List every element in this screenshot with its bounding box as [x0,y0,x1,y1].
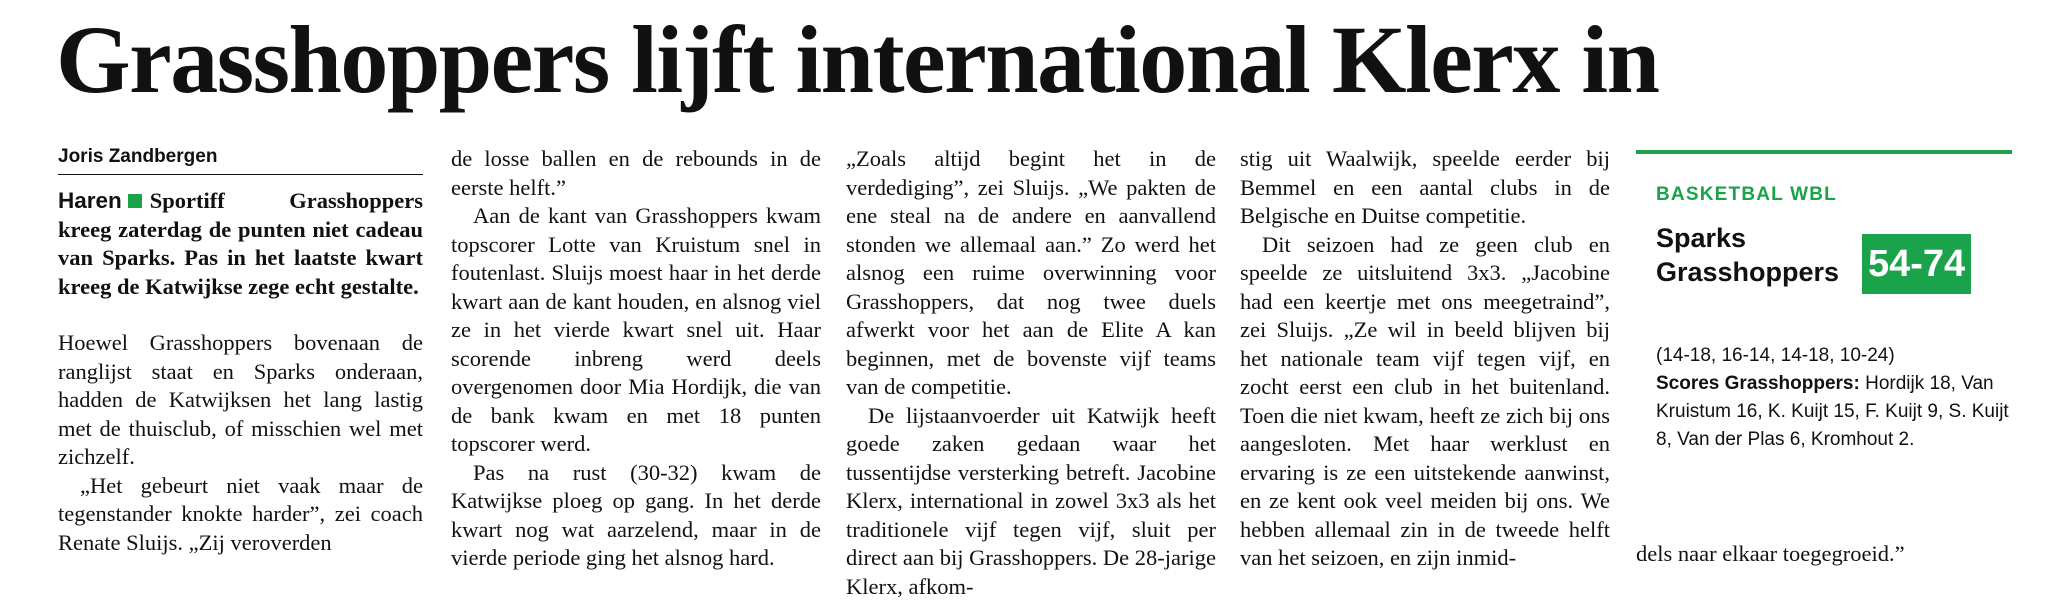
article-column-3 [846,145,1216,601]
paragraph: Pas na rust (30-32) kwam de Katwijkse ploeg op gang. In het derde kwart nog wat aarzelend, maar in de vierde periode ging het alsnog hard. [451,459,821,573]
quarter-scores: (14-18, 16-14, 14-18, 10-24) [1656,342,2012,370]
match-result [1636,214,2012,314]
lead-text: Sportiff Grasshoppers kreeg zaterdag de punten niet cadeau van Sparks. Pas in het laatste kwart kreeg de Katwijkse zege echt gestalte. [58,188,423,299]
paragraph: Dit seizoen had ze geen club en speelde ze uitsluitend 3x3. „Jacobine had een keertje met ons meegetraind”, zei Sluijs. „Ze wil in beeld blijven bij het nationale team vijf tegen vijf, en zocht eerst een club in het buitenland. Toen die niet kwam, heeft ze zich bij ons aangesloten. Met haar werklust en ervaring is ze een uitstekende aanwinst, en ze kent ook veel meiden bij ons. We hebben allemaal zin in de tweede helft van het seizoen, en zijn inmid- [1240,231,1610,573]
paragraph: „Zoals altijd begint het in de verdediging”, zei Sluijs. „We pakten de ene steal na de andere en aanvallend stonden we allemaal aan.” Zo werd het alsnog een ruime overwinning voor Grasshoppers, dat nog twee duels afwerkt voor het aan de Elite A kan beginnen, met de bovenste vijf teams van de competitie. [846,145,1216,402]
lead-paragraph [58,187,423,301]
dateline: Haren [58,188,122,213]
paragraph: de losse ballen en de rebounds in de eerste helft.” [451,145,821,202]
scorers-list: Hordijk 18, Van Kruistum 16, K. Kuijt 15, F. Kuijt 9, S. Kuijt 8, Van der Plas 6, Kromhout 2. [1656,373,2009,450]
team-away: Grasshoppers [1656,256,1839,288]
scorers-label: Scores Grasshoppers: [1656,373,1860,394]
paragraph: stig uit Waalwijk, speelde eerder bij Bemmel en een aantal clubs in de Belgische en Duitse competitie. [1240,145,1610,231]
article-column-2 [451,145,821,573]
score-sidebar [1636,150,2012,454]
paragraph: Aan de kant van Grasshoppers kwam topscorer Lotte van Kruistum snel in foutenlast. Sluijs moest haar in het derde kwart aan de kant houden, en alsnog viel ze in het vierde kwart snel uit. Haar scorende inbreng werd deels overgenomen door Mia Hordijk, die van de bank kwam en met 18 punten topscorer werd. [451,202,821,459]
headline: Grasshoppers lijft international Klerx in [56,4,1658,116]
paragraph: De lijstaanvoerder uit Katwijk heeft goede zaken gedaan waar het tussentijdse versterking betreft. Jacobine Klerx, international in zowel 3x3 als het traditionele vijf tegen vijf, sluit per direct aan bij Grasshoppers. De 28-jarige Klerx, afkom- [846,402,1216,601]
team-home: Sparks [1656,222,1746,254]
match-details [1656,342,2012,454]
article-column-1 [58,145,423,557]
article-tail: dels naar elkaar toegegroeid.” [1636,540,1905,569]
paragraph: Hoewel Grasshoppers bovenaan de ranglijst staat en Sparks onderaan, hadden de Katwijksen het lang lastig met de thuisclub, of misschien wel met zichzelf. [58,329,423,472]
paragraph: „Het gebeurt niet vaak maar de tegenstander knokte harder”, zei coach Renate Sluijs. „Zij veroverden [58,472,423,558]
score-badge: 54-74 [1862,234,1971,294]
league-label: BASKETBAL WBL [1656,184,2012,206]
article-column-4 [1240,145,1610,573]
byline: Joris Zandbergen [58,145,423,175]
scorers [1656,370,2012,454]
green-square-icon [128,194,142,208]
